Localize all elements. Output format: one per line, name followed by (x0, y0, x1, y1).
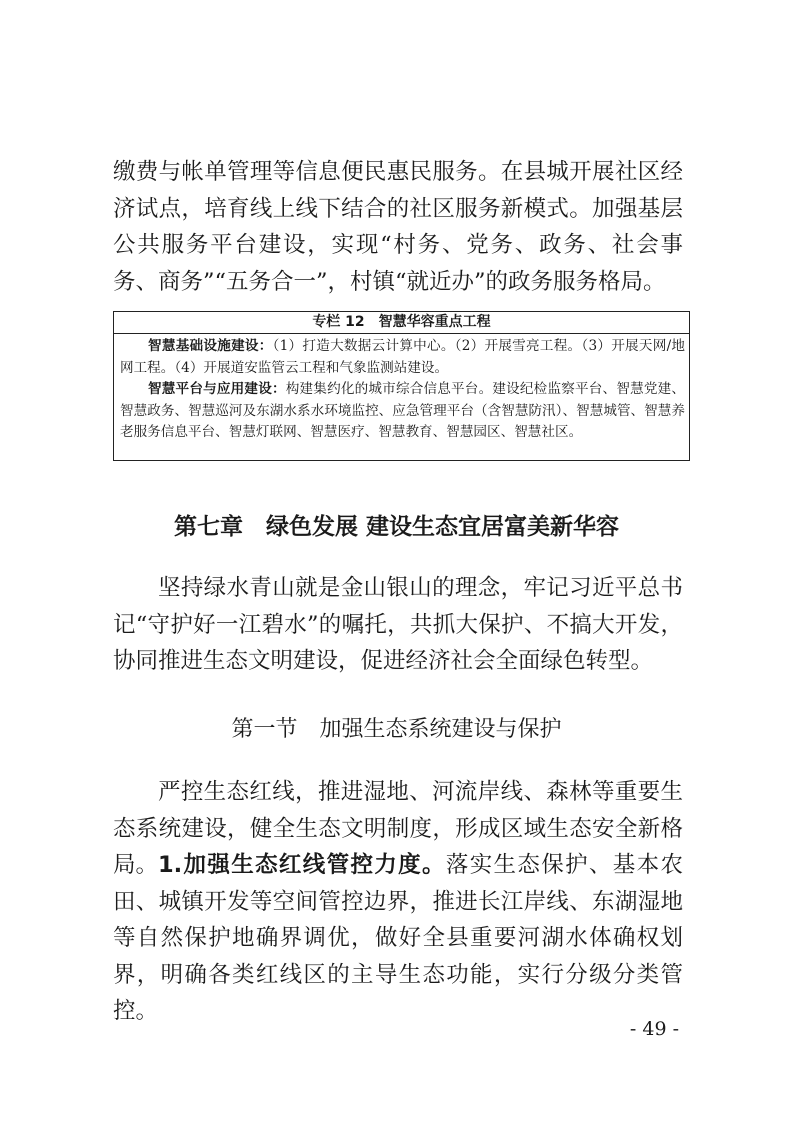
box-item-platform (120, 379, 685, 444)
box-item-text: 构建集约化的城市综合信息平台。建设纪检监察平台、智慧党建、智慧政务、智慧巡河及东湖水系水环境监控、应急管理平台（含智慧防汛）、智慧城管、智慧养老服务信息平台、智慧灯联网、智慧医疗、智慧教育、智慧园区、智慧社区。 (120, 381, 686, 440)
page-number: - 49 - (629, 1018, 679, 1040)
item-1-paragraph (113, 847, 683, 1030)
item-1-lead: 1.加强生态红线管控力度。 (158, 852, 446, 878)
section-heading: 第一节 加强生态系统建设与保护 (231, 717, 562, 742)
box-title: 专栏 12 智慧华容重点工程 (114, 312, 689, 334)
box-item-infrastructure (120, 336, 685, 379)
box-item-label: 智慧基础设施建设： (148, 338, 273, 354)
box-item-text: （1）打造大数据云计算中心。（2）开展雪亮工程。（3）开展天网/地网工程。（4）开展道安监管云工程和气象监测站建设。 (120, 338, 686, 376)
feature-column-box (113, 311, 690, 461)
body-paragraph-continued: 缴费与帐单管理等信息便民惠民服务。在县城开展社区经济试点，培育线上线下结合的社区服务新模式。加强基层公共服务平台建设，实现“村务、党务、政务、社会事务、商务”“五务合一”，村镇“就近办”的政务服务格局。 (113, 159, 683, 295)
chapter-intro-paragraph: 坚持绿水青山就是金山银山的理念，牢记习近平总书记“守护好一江碧水”的嘱托，共抓大保护、不搞大开发，协同推进生态文明建设，促进经济社会全面绿色转型。 (113, 575, 683, 674)
chapter-heading: 第七章 绿色发展 建设生态宜居富美新华容 (173, 514, 619, 540)
item-1-text: 落实生态保护、基本农田、城镇开发等空间管控边界，推进长江岸线、东湖湿地等自然保护地确界调优，做好全县重要河湖水体确权划界，明确各类红线区的主导生态功能，实行分级分类管控。 (113, 852, 683, 1024)
box-body (114, 334, 689, 444)
section-intro-paragraph: 严控生态红线，推进湿地、河流岸线、森林等重要生态系统建设，健全生态文明制度，形成区域生态安全新格局。 (113, 779, 683, 878)
box-item-label: 智慧平台与应用建设： (148, 381, 286, 397)
